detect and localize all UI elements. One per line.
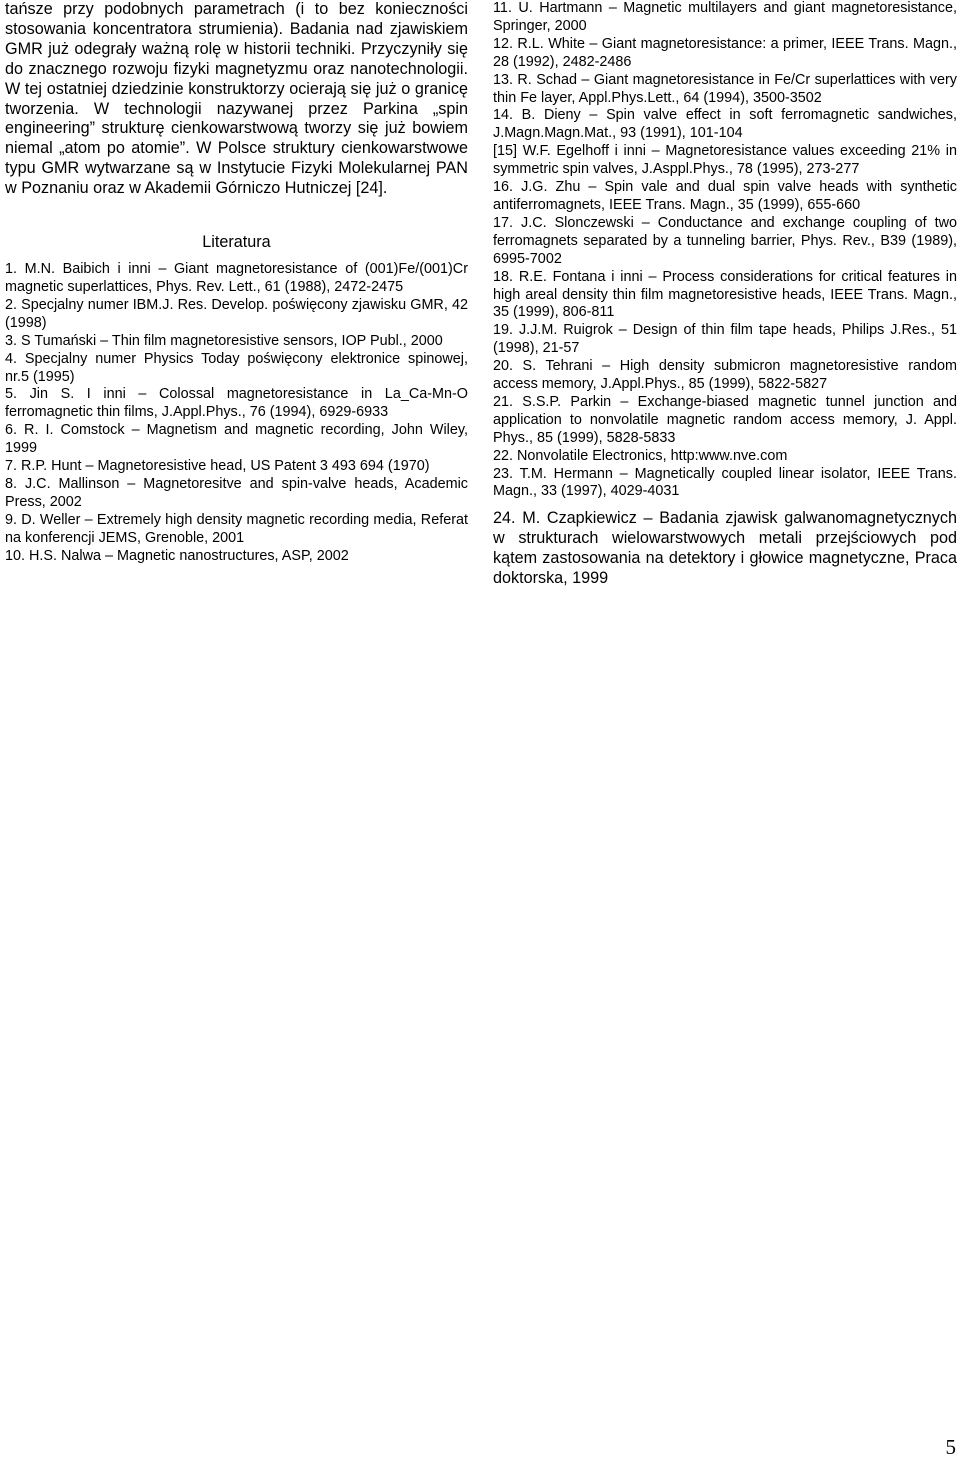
reference-item-6: 6. R. I. Comstock – Magnetism and magnetic recording, John Wiley, 1999 <box>5 422 468 457</box>
reference-item-21: 21. S.S.P. Parkin – Exchange-biased magnetic tunnel junction and application to nonvolatile magnetic random access memory, J. Appl. Phys., 85 (1999), 5828-5833 <box>493 393 957 446</box>
reference-item-13: 13. R. Schad – Giant magnetoresistance in Fe/Cr superlattices with very thin Fe layer, Appl.Phys.Lett., 64 (1994), 3500-3502 <box>493 71 957 106</box>
reference-item-5: 5. Jin S. I inni – Colossal magnetoresistance in La_Ca-Mn-O ferromagnetic thin films, J.Appl.Phys., 76 (1994), 6929-6933 <box>5 386 468 421</box>
reference-item-3: 3. S Tumański – Thin film magnetoresistive sensors, IOP Publ., 2000 <box>5 332 443 349</box>
reference-list-right <box>493 0 957 589</box>
body-paragraph: tańsze przy podobnych parametrach (i to bez konieczności stosowania koncentratora strumienia). Badania nad zjawiskiem GMR już odegrały ważną rolę w historii techniki. Przyczyniły się do znacznego rozwoju fizyki magnetyzmu oraz nanotechnologii. W tej ostatniej dziedzinie konstruktorzy ocierają się już o granicę tworzenia. W technologii nazywanej przez Parkina „spin engineering” strukturę cienkowarstwową tworzy się już bowiem niemal „atom po atomie”. W Polsce struktury cienkowarstwowe typu GMR wytwarzane są w Instytucie Fizyki Molekularnej PAN w Poznaniu oraz w Akademii Górniczo Hutniczej [24]. <box>5 0 468 198</box>
reference-item-2: 2. Specjalny numer IBM.J. Res. Develop. poświęcony zjawisku GMR, 42 (1998) <box>5 296 468 331</box>
reference-item-18: 18. R.E. Fontana i inni – Process considerations for critical features in high areal density thin film magnetoresistive heads, IEEE Trans. Magn., 35 (1999), 806-811 <box>493 268 957 321</box>
page-number: 5 <box>945 1435 956 1459</box>
reference-item-4: 4. Specjalny numer Physics Today poświęcony elektronice spinowej, nr.5 (1995) <box>5 350 468 385</box>
reference-item-7: 7. R.P. Hunt – Magnetoresistive head, US Patent 3 493 694 (1970) <box>5 458 430 475</box>
reference-item-8: 8. J.C. Mallinson – Magnetoresitve and spin-valve heads, Academic Press, 2002 <box>5 475 468 510</box>
reference-item-9: 9. D. Weller – Extremely high density magnetic recording media, Referat na konferencji JEMS, Grenoble, 2001 <box>5 511 468 546</box>
reference-item-1: 1. M.N. Baibich i inni – Giant magnetoresistance of (001)Fe/(001)Cr magnetic superlattices, Phys. Rev. Lett., 61 (1988), 2472-2475 <box>5 261 468 295</box>
reference-item-11: 11. U. Hartmann – Magnetic multilayers and giant magnetoresistance, Springer, 2000 <box>493 0 957 34</box>
reference-item-17: 17. J.C. Slonczewski – Conductance and exchange coupling of two ferromagnets separated by a tunneling barrier, Phys. Rev., B39 (1989), 6995-7002 <box>493 214 957 267</box>
reference-item-14: 14. B. Dieny – Spin valve effect in soft ferromagnetic sandwiches, J.Magn.Magn.Mat., 93 (1991), 101-104 <box>493 107 957 142</box>
left-column <box>5 0 468 565</box>
reference-item-16: 16. J.G. Zhu – Spin vale and dual spin valve heads with synthetic antiferromagnets, IEEE Trans. Magn., 35 (1999), 655-660 <box>493 179 957 213</box>
reference-item-24: 24. M. Czapkiewicz – Badania zjawisk galwanomagnetycznych w strukturach wielowarstwowych metali przejściowych pod kątem zastosowania na detektory i głowice magnetyczne, Praca doktorska, 1999 <box>493 509 957 588</box>
reference-item-10: 10. H.S. Nalwa – Magnetic nanostructures, ASP, 2002 <box>5 547 349 564</box>
right-column <box>493 0 957 589</box>
reference-item-22: 22. Nonvolatile Electronics, http:www.nve.com <box>493 447 788 464</box>
reference-item-23: 23. T.M. Hermann – Magnetically coupled linear isolator, IEEE Trans. Magn., 33 (1997), 4029-4031 <box>493 465 957 500</box>
reference-list-left <box>5 261 468 565</box>
reference-item-12: 12. R.L. White – Giant magnetoresistance: a primer, IEEE Trans. Magn., 28 (1992), 2482-2486 <box>493 35 957 70</box>
reference-item-15: [15] W.F. Egelhoff i inni – Magnetoresistance values exceeding 21% in symmetric spin valves, J.Asppl.Phys., 78 (1995), 273-277 <box>493 143 957 178</box>
references-heading: Literatura <box>202 233 271 252</box>
reference-item-19: 19. J.J.M. Ruigrok – Design of thin film tape heads, Philips J.Res., 51 (1998), 21-57 <box>493 322 957 357</box>
reference-item-20: 20. S. Tehrani – High density submicron magnetoresistive random access memory, J.Appl.Phys., 85 (1999), 5822-5827 <box>493 358 957 393</box>
